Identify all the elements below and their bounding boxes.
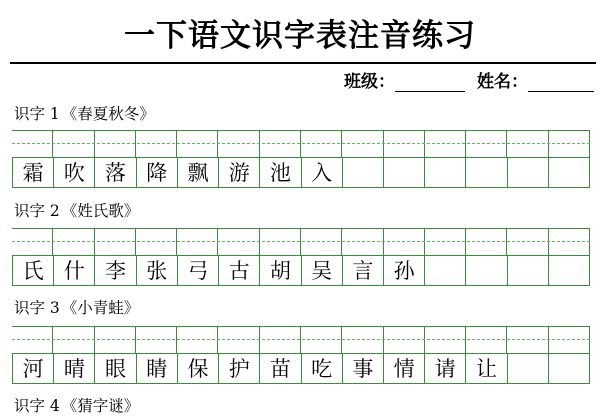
char-cell: 游: [219, 158, 260, 187]
pinyin-cell[interactable]: [260, 229, 301, 255]
char-cell: 李: [95, 256, 136, 285]
title-divider: [10, 62, 596, 64]
section-3-number: 识字 3: [14, 299, 60, 317]
char-cell: 张: [137, 256, 178, 285]
char-cell: 眼: [95, 354, 136, 383]
pinyin-cell[interactable]: [301, 229, 342, 255]
section-3-label: [14, 298, 139, 318]
page-title: 一下语文识字表注音练习: [124, 18, 476, 54]
section-1-number: 识字 1: [14, 105, 60, 123]
char-cell: 弓: [178, 256, 219, 285]
pinyin-cell[interactable]: [95, 229, 136, 255]
pinyin-cell[interactable]: [425, 229, 466, 255]
empty-char-cell: [343, 158, 384, 187]
char-cell: 让: [466, 354, 507, 383]
pinyin-cell[interactable]: [12, 327, 53, 353]
pinyin-cell[interactable]: [53, 327, 94, 353]
pinyin-cell[interactable]: [466, 327, 507, 353]
char-cell: 霜: [12, 158, 54, 187]
pinyin-cell[interactable]: [507, 229, 548, 255]
char-cell: 睛: [137, 354, 178, 383]
pinyin-cell[interactable]: [177, 229, 218, 255]
section-1-name: 《春夏秋冬》: [61, 105, 155, 123]
char-cell: 入: [302, 158, 343, 187]
section-3-grid: [12, 326, 590, 384]
empty-char-cell: [384, 158, 425, 187]
pinyin-cell[interactable]: [136, 229, 177, 255]
section-1-label: [14, 104, 155, 124]
pinyin-cell[interactable]: [218, 131, 259, 157]
pinyin-cell[interactable]: [384, 131, 425, 157]
pinyin-row[interactable]: [12, 130, 590, 158]
pinyin-cell[interactable]: [177, 131, 218, 157]
pinyin-cell[interactable]: [549, 131, 590, 157]
section-4-label: [14, 396, 139, 416]
section-1-grid: [12, 130, 590, 188]
pinyin-cell[interactable]: [425, 131, 466, 157]
empty-char-cell: [508, 256, 549, 285]
section-2-number: 识字 2: [14, 202, 60, 220]
char-cell: 吃: [302, 354, 343, 383]
char-cell: 护: [219, 354, 260, 383]
pinyin-cell[interactable]: [12, 131, 53, 157]
char-cell: 吴: [302, 256, 343, 285]
char-cell: 氏: [12, 256, 54, 285]
pinyin-cell[interactable]: [95, 131, 136, 157]
section-2-label: [14, 201, 139, 221]
pinyin-cell[interactable]: [342, 229, 383, 255]
char-cell: 保: [178, 354, 219, 383]
char-cell: 晴: [54, 354, 95, 383]
pinyin-cell[interactable]: [342, 131, 383, 157]
student-info: [344, 70, 594, 92]
char-cell: 事: [343, 354, 384, 383]
pinyin-cell[interactable]: [12, 229, 53, 255]
section-2-name: 《姓氏歌》: [61, 202, 140, 220]
section-2-grid: [12, 228, 590, 286]
char-row: [12, 158, 590, 188]
empty-char-cell: [549, 354, 590, 383]
pinyin-cell[interactable]: [218, 327, 259, 353]
char-cell: 孙: [384, 256, 425, 285]
pinyin-cell[interactable]: [136, 131, 177, 157]
pinyin-cell[interactable]: [507, 131, 548, 157]
pinyin-cell[interactable]: [549, 229, 590, 255]
pinyin-cell[interactable]: [260, 327, 301, 353]
class-label: 班级：: [344, 72, 395, 92]
pinyin-cell[interactable]: [425, 327, 466, 353]
pinyin-cell[interactable]: [384, 327, 425, 353]
pinyin-cell[interactable]: [218, 229, 259, 255]
pinyin-cell[interactable]: [342, 327, 383, 353]
empty-char-cell: [466, 158, 507, 187]
char-cell: 落: [95, 158, 136, 187]
pinyin-cell[interactable]: [53, 229, 94, 255]
char-cell: 吹: [54, 158, 95, 187]
char-cell: 河: [12, 354, 54, 383]
char-cell: 什: [54, 256, 95, 285]
pinyin-cell[interactable]: [95, 327, 136, 353]
char-cell: 古: [219, 256, 260, 285]
pinyin-cell[interactable]: [177, 327, 218, 353]
pinyin-cell[interactable]: [466, 229, 507, 255]
name-label: 姓名：: [477, 72, 528, 92]
pinyin-row[interactable]: [12, 326, 590, 354]
char-row: [12, 354, 590, 384]
empty-char-cell: [425, 256, 466, 285]
section-4-number: 识字 4: [14, 397, 60, 415]
empty-char-cell: [549, 158, 590, 187]
section-3-name: 《小青蛙》: [61, 299, 140, 317]
char-cell: 言: [343, 256, 384, 285]
empty-char-cell: [508, 158, 549, 187]
empty-char-cell: [508, 354, 549, 383]
pinyin-cell[interactable]: [384, 229, 425, 255]
pinyin-cell[interactable]: [260, 131, 301, 157]
char-cell: 情: [384, 354, 425, 383]
empty-char-cell: [425, 158, 466, 187]
section-4-name: 《猜字谜》: [61, 397, 140, 415]
char-cell: 请: [425, 354, 466, 383]
pinyin-cell[interactable]: [507, 327, 548, 353]
char-cell: 苗: [260, 354, 301, 383]
empty-char-cell: [466, 256, 507, 285]
char-cell: 池: [260, 158, 301, 187]
pinyin-cell[interactable]: [53, 131, 94, 157]
name-blank[interactable]: [528, 73, 594, 92]
class-blank[interactable]: [395, 73, 465, 92]
pinyin-cell[interactable]: [466, 131, 507, 157]
empty-char-cell: [549, 256, 590, 285]
pinyin-cell[interactable]: [136, 327, 177, 353]
pinyin-cell[interactable]: [301, 327, 342, 353]
char-cell: 飘: [178, 158, 219, 187]
pinyin-cell[interactable]: [549, 327, 590, 353]
pinyin-row[interactable]: [12, 228, 590, 256]
char-cell: 降: [137, 158, 178, 187]
char-cell: 胡: [260, 256, 301, 285]
pinyin-cell[interactable]: [301, 131, 342, 157]
char-row: [12, 256, 590, 286]
